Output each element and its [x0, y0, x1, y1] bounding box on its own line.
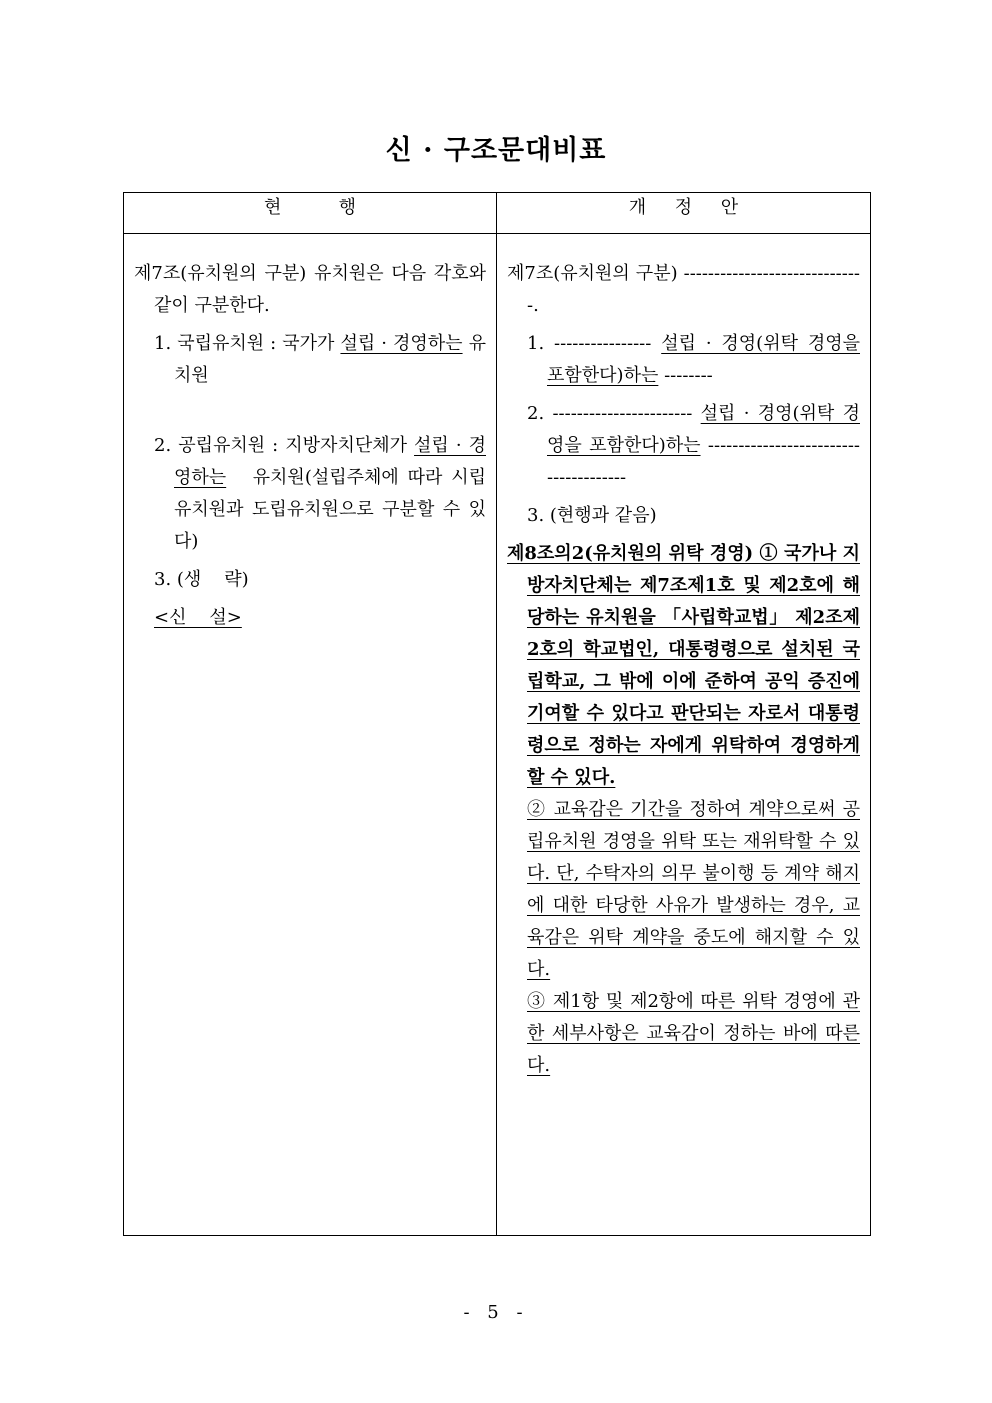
header-proposed: 개 정 안 — [497, 193, 871, 234]
current-item1: 1. 국립유치원 : 국가가 설립 · 경영하는 유치원 — [154, 333, 486, 386]
current-item2: 2. 공립유치원 : 지방자치단체가 설립 · 경영하는 유치원(설립주체에 따라 시립유치원과 도립유치원으로 구분할 수 있다) — [154, 435, 486, 552]
new-provision-marker: <신 설> — [154, 607, 242, 628]
header-current: 현 행 — [124, 193, 497, 234]
proposed-article8-2-para1: 제8조의2(유치원의 위탁 경영) ① 국가나 지방자치단체는 제7조제1호 및 제2호에 해당하는 유치원을 「사립학교법」 제2조제2호의 학교법인, 대통령령으로 설치된 국립학교, 그 밖에 이에 준하여 공익 증진에 기여할 수 있다고 판단되는 자로서 대통령령으로 정하는 자에게 위탁하여 경영하게 할 수 있다. — [507, 543, 860, 788]
proposed-article8-2-para3: ③ 제1항 및 제2항에 따른 위탁 경영에 관한 세부사항은 교육감이 정하는 바에 따른다. — [527, 991, 860, 1076]
table-body-row — [124, 234, 871, 1236]
proposed-article7-heading: 제7조(유치원의 구분) ------------------------------. — [507, 263, 860, 316]
proposed-article8-2-para2: ② 교육감은 기간을 정하여 계약으로써 공립유치원 경영을 위탁 또는 재위탁할 수 있다. 단, 수탁자의 의무 불이행 등 계약 해지에 대한 타당한 사유가 발생하는 경우, 교육감은 위탁 계약을 중도에 해지할 수 있다. — [527, 799, 860, 980]
proposed-item1: 1. ---------------- 설립 · 경영(위탁 경영을 포함한다)하는 -------- — [527, 333, 860, 386]
document-title: 신 · 구조문대비표 — [385, 135, 607, 166]
table-header-row — [124, 193, 871, 234]
current-column — [124, 234, 497, 1236]
proposed-item2: 2. ----------------------- 설립 · 경영(위탁 경영을 포함한다)하는 -------------------------------------- — [527, 403, 860, 488]
page-number: - 5 - — [463, 1302, 529, 1323]
current-item3: 3. (생 략) — [154, 569, 249, 590]
current-article7-heading: 제7조(유치원의 구분) 유치원은 다음 각호와 같이 구분한다. — [134, 263, 486, 316]
comparison-table — [123, 192, 871, 1236]
proposed-item3: 3. (현행과 같음) — [527, 505, 657, 526]
proposed-column — [497, 234, 871, 1236]
